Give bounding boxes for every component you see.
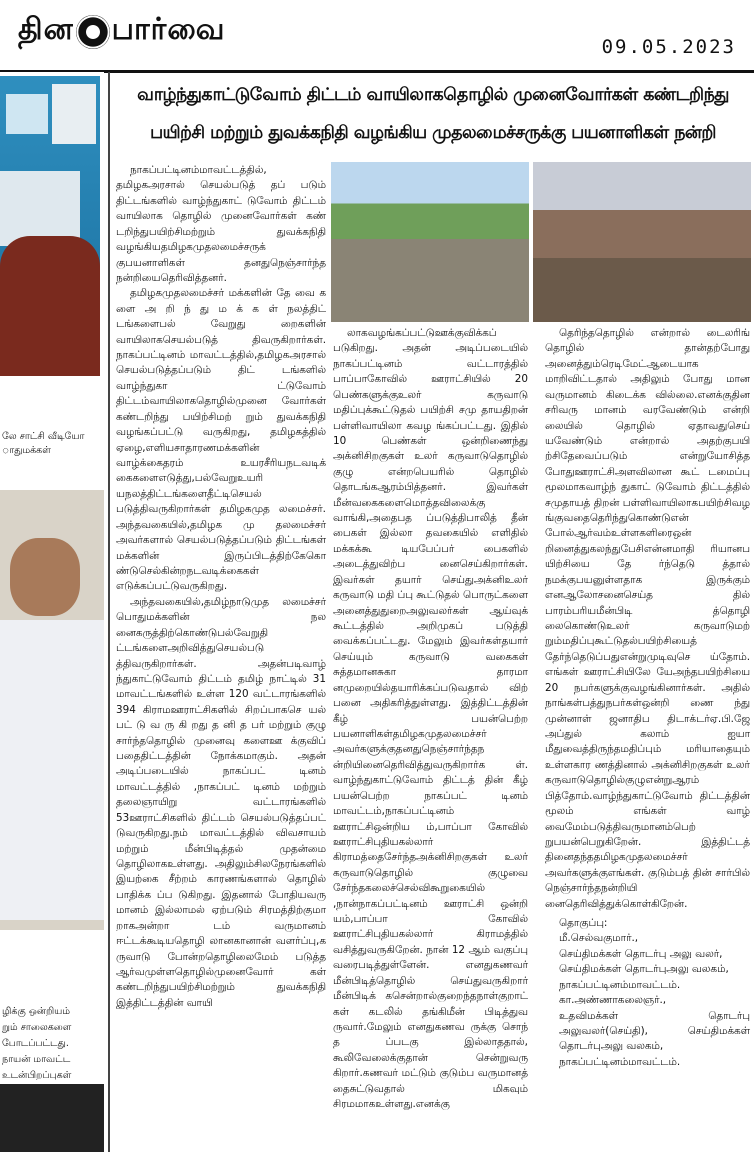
bus-banner <box>0 171 80 246</box>
contact-line: செய்திமக்கள் தொடர்புஅலு வலகம், <box>559 963 729 976</box>
newspaper-logo <box>18 12 225 51</box>
portrait-shirt <box>0 620 104 920</box>
contact-line: செய்திமக்கள் தொடர்பு அலு வலர், <box>559 947 723 960</box>
article-headline <box>112 76 754 158</box>
paragraph: தமிழகமுதலமைச்சர் மக்களின் தே வை க ளை அ றி ந் து ம க் க ள் நலத்திட் டங்களைபல் வேறுது றைகளின் வாயிலாகசெயல்படுத் திவருகிறார்கள். நாகப்பட்டினம் மாவட்டத்தில்,தமிழகஅரசால் செயல்படுத்தப்படும் திட் டங்களில் வாழ்ந்துகா ட்டுவோம் திட்டம்வாயிலாகதொழில்முனை வோர்கள் கண்டறிந்து பயிற்சிமற் றும் துவக்கநிதி வழங்கப்பட்டு வருகிறது, தமிழகத்தில் ஏழை,எளியசாதாரணமக்களின் வாழ்க்கைதரம் உயரசீரியநடவடிக் கைகளைஎடுத்து,பல்வேறுஉயரி யநலத்திட்டங்களைதீட்டிசெயல் படுத்திவருகிறார்கள் தமிழகமுத லமைச்சர். அந்தவகையில்,தமிழக மு தலமைச்சர் அவர்களால் செயல்படுத்தப்படும் திட்டங்கள் மக்களின் இருப்பிடத்திற்கேகொ ண்டுசெல்கின்றநடவடிக்கைகள் எடுக்கப்பட்டுவருகிறது. <box>116 287 326 593</box>
article-column-3 <box>545 326 750 1070</box>
side-caption-line: உடன்பிறப்புகள் <box>2 1070 72 1081</box>
contact-line: நாகப்பட்டினம்மாவட்டம். <box>559 978 681 991</box>
adjacent-column-strip <box>0 72 104 1152</box>
portrait-photo <box>0 490 104 930</box>
paragraph: தெரிந்ததொழில் என்றால் டைலரிங் தொழில் தான்தற்போது அனைத்தும்ரெடிமேட்ஆடையாக மாறிவிட்டதால் அதிலும் போது மான வருமானம் கிடைக்க வில்லை.எனக்குதின சரிவரு மானம் வரவேண்டும் என்றி லையில் தொழில் ஏதாவதுசெய் யவேண்டும் என்றால் அதற்குபயி ற்சிதேவைப்படும் என்றுயோசித்த போதுஊராட்சிஅளவிலான கூட் டமைப்பு மூலமாகவாழ்ந் துகாட் டுவோம் திட்டத்தில் சமுதாயத் திறன் பள்ளிவாயிலாகபயிற்சிவழ ங்குவதைதெரிந்துகொண்டுஎன் போல்ஆர்வம்உள்ளகளிரைஒன் றினைத்துகலந்துபேசிஎன்னமாதி ரியானப யிற்சியை தே ர்ந்தெடு த்தால் நமக்குபயனுள்ளதாக இருக்கும் எனஆலோசனைசெய்த தில் பாரம்பரியமீன்பிடி த்தொழி லைகொண்டுஉலர் கருவாடுமற் றும்மதிப்புகூட்டுதல்பயிற்சியைத் தேர்ந்தெடுப்பதுஎன்றுமுடிவுசெ ய்தோம். எங்கள் ஊராட்சியிலே யேஅந்தபயிற்சியை 20 நபர்களுக்குவழங்கினார்கள். அதில் நாங்கள்பத்துநபர்கள்ஒன்றி ணை ந்து முன்னாள் ஜனாதிப திடாக்டர்ஏ.பி.ஜே அப்துல் கலாம் ஐயா மீதுவைத்திருந்தமதிப்பும் மரியாதையும் உள்ளகார ணத்தினால் அக்னிசிறகுகள் உலர் கருவாடுதொழில்குழுஎன்றுஆரம் பித்தோம்.வாழ்ந்துகாட்டுவோம் திட்டத்தின் மூலம் எங்கள் வாழ் வைமேம்படுத்திவருமானம்பெற் றுபயன்பெறுகிறேன். இத்திட்டத் தினைதந்ததமிழகமுதலமைச்சர் அவர்களுக்குஎங்கள். குடும்பத் தின் சார்பில் நெஞ்சார்ந்தநன்றியி னைதெரிவித்துக்கொள்கிறேன். <box>545 327 750 910</box>
meeting-group-photo <box>533 162 751 322</box>
contact-line: கா.அண்ணாகலைஞர்., <box>559 994 667 1007</box>
side-caption-line: போடப்பட்டது. <box>2 1038 69 1049</box>
masthead <box>0 0 754 73</box>
dark-photo <box>0 1084 104 1152</box>
headline-line-1: வாழ்ந்துகாட்டுவோம் திட்டம் வாயிலாகதொழில் முனைவோர்கள் கண்டறிந்து <box>137 85 729 105</box>
contact-heading: தொகுப்பு: <box>559 917 608 930</box>
paragraph: நாகப்பட்டினம்மாவட்டத்தில், தமிழகஅரசால் செயல்படுத் தப் படும் திட்டங்களில் வாழ்ந்துகாட் டுவோம் திட்டம் வாயிலாக தொழில் முனைவோர்கள் கண் டறிந்துபயிற்சிமற்றும் துவக்கநிதி வழங்கியதமிழகமுதலமைச்சருக் குபயனாளிகள் தனதுநெஞ்சார்ந்த நன்றியைதெரிவித்தனர். <box>116 164 326 284</box>
bus-poster <box>52 84 96 144</box>
paragraph: அந்தவகையில்,தமிழ்நாடுமுத லமைச்சர் பொதுமக்களின் நல னைகருத்திற்கொண்டுபல்வேறுதி ட்டங்களைஅறிவித்துசெயல்படு த்திவருகிறார்கள். அதன்படிவாழ் ந்துகாட்டுவோம் திட்டம் தமிழ் நாட்டில் 31 மாவட்டங்களில் உள்ள 120 வட்டாரங்களில் 394 கிராமஊராட்சிகளில் சிறப்பாகசெ யல் பட் டு வ ரு கி றது த னி த பர் மற்றும் குழு சார்ந்ததொழில் முனைவு களைஊ க்குவிப் பதைதிட்டத்தின் நோக்கமாகும். அதன் அடிப்படையில் நாகப்பட் டினம் மாவட்டத்தில் ,நாகப்பட் டினம் மற்றும் தலைஞாயிறு வட்டாரங்களில் 53ஊராட்சிகளில் திட்டம் செயல்படுத்தப்பட் டுவருகிறது.நம் மாவட்டத்தில் விவசாயம் மற்றும் மீன்பிடித்தல் முதன்மை தொழிலாகஉள்ளது. அதிலும்சிலநேரங்களில் இயற்கை சீற்றம் காரணங்களால் தொழில் பாதிக்க ப்ப டுகிறது. இதனால் போதியவரு மானம் இல்லாமல் ஏற்படும் சிரமத்திற்குமா றாகஅன்றா டம் வருமானம் ஈட்டக்கூடியதொழி லானகானான் வளர்ப்பு,க ருவாடு போன்றதொழிலைமேம் படுத்த ஆர்வமுள்ளதொழில்முனைவோர் கள் கண்டறிந்துபயிற்சிமற்றும் துவக்கநிதி இத்திட்டத்தின் வாயி <box>116 595 326 1009</box>
side-caption-line: றும் சாலைகளை <box>2 1022 72 1033</box>
person-silhouette <box>0 236 100 376</box>
side-caption-line: நாயன் மாவட்ட <box>2 1054 71 1065</box>
issue-date: 09.05.2023 <box>601 36 736 58</box>
side-caption-line: லே சாட்சி வீடியோ <box>2 431 85 442</box>
portrait-head <box>10 538 80 616</box>
contact-line: நாகப்பட்டினம்மாவட்டம். <box>559 1055 681 1068</box>
article-column-2 <box>333 326 528 1113</box>
headline-line-2: பயிற்சி மற்றும் துவக்கநிதி வழங்கிய முதலமைச்சருக்கு பயனாளிகள் நன்றி <box>150 123 716 143</box>
bus-window <box>6 94 48 134</box>
sun-emblem-icon <box>76 15 110 49</box>
side-caption-1 <box>2 430 102 458</box>
logo-text-right: பார்வை <box>111 12 226 47</box>
column-divider <box>108 72 110 1152</box>
contact-line: மீ.செல்வகுமார்., <box>559 932 639 945</box>
training-group-photo <box>331 162 529 322</box>
contact-block <box>545 916 750 1070</box>
bus-photo <box>0 76 100 372</box>
article-column-1 <box>116 163 326 1011</box>
side-caption-line: ழிக்கு ஒன்றியம் <box>2 1006 70 1017</box>
side-caption-line: ாதுமக்கள் <box>2 445 51 456</box>
side-caption-2 <box>2 1004 102 1084</box>
paragraph: லாகவழங்கப்பட்டுஊக்குவிக்கப் படுகிறது. அதன் அடிப்படையில் நாகப்பட்டினம் வட்டாரத்தில் பாப்பாகோவில் ஊராட்சியில் 20 பெண்களுக்குஉலர் கருவாடு மதிப்புக்கூட்டுதல் பயிற்சி சமு தாயதிறன் பள்ளிவாயிலா கவழ ங்கப்பட்டது. இதில் 10 பெண்கள் ஒன்றிணைந்து அக்னிசிறகுகள் உலர் கருவாடுதொழில் குழு என்றபெயரில் தொழில் தொடங்கஆரம்பித்தனர். இவர்கள் மீன்வகைகளைமொத்தவிலைக்கு வாங்கி,அதைபத ப்படுத்திபாலித் தீன் பைகள் இல்லா தவகையில் எளிதில் மக்கக்கூ டியபேப்பர் பைகளில் அடைத்துவிற்ப னைசெய்கிறார்கள். இவர்கள் தயார் செய்துஅக்னிஉலர் கருவாடு மதி ப்பு கூட்டுதல் பொருட்களை அனைத்துதுறைஅலுவலர்கள் ஆய்வுக் கூட்டத்தில் அறிமுகப் படுத்தி வைக்கப்பட்டது. மேலும் இவர்கள்தயார் செய்யும் கருவாடு வகைகள் சுத்தமானசுகா தாரமா னமுறையில்தயாரிக்கப்படுவதால் விற் பனை அதிகரித்துள்ளது. இத்திட்டத்தின் கீழ் பயன்பெற்ற பயனாளிகள்தமிழகமுதலமைச்சர் அவர்களுக்குதனதுநெஞ்சார்ந்தந ன்றியினைதெரிவித்துவருகிறார்க ள். வாழ்ந்துகாட்டுவோம் திட்டத் தின் கீழ் பயன்பெற்ற நாகப்பட் டினம் மாவட்டம்,நாகப்பட்டினம் ஊராட்சிஒன்றிய ம்,பாப்பா கோவில் ஊராட்சிபுதியகல்லார் கிராமத்தைசேர்ந்தஅக்னிசிறகுகள் உலர் கருவாடுதொழில் குழுவை சேர்ந்தகலைச்செல்விகூறுகையில் ,நான்நாகப்பட்டினம் ஊராட்சி ஒன்றி யம்,பாப்பா கோவில் ஊராட்சிபுதியகல்லார் கிராமத்தில் வசித்துவருகிறேன். நான் 12 ஆம் வகுப்பு வரைபடித்துள்ளேன். எனதுகணவர் மீன்பிடித்தொழில் செய்துவருகிறார் மீன்பிடிக் கசென்றால்குறைந்தநாள்குறாட் கள் கடலில் தங்கிமீன் பிடித்துவ ருவார்.மேலும் எனதுகணவ ருக்கு சொந் த ப்படகு இல்லாததால், கூலிவேலைக்குதான் சென்றுவரு கிறார்.கணவர் மட்டும் குடும்ப வருமானத் தைசுட்டுவதால் மிகவும் சிரமமாகஉள்ளது.எனக்கு <box>333 327 528 1111</box>
logo-text-left: தின <box>18 12 74 47</box>
contact-line: உதவிமக்கள் தொடர்பு அலுவலர்(செய்தி), செய்திமக்கள் தொடர்புஅலு வலகம், <box>559 1009 750 1053</box>
